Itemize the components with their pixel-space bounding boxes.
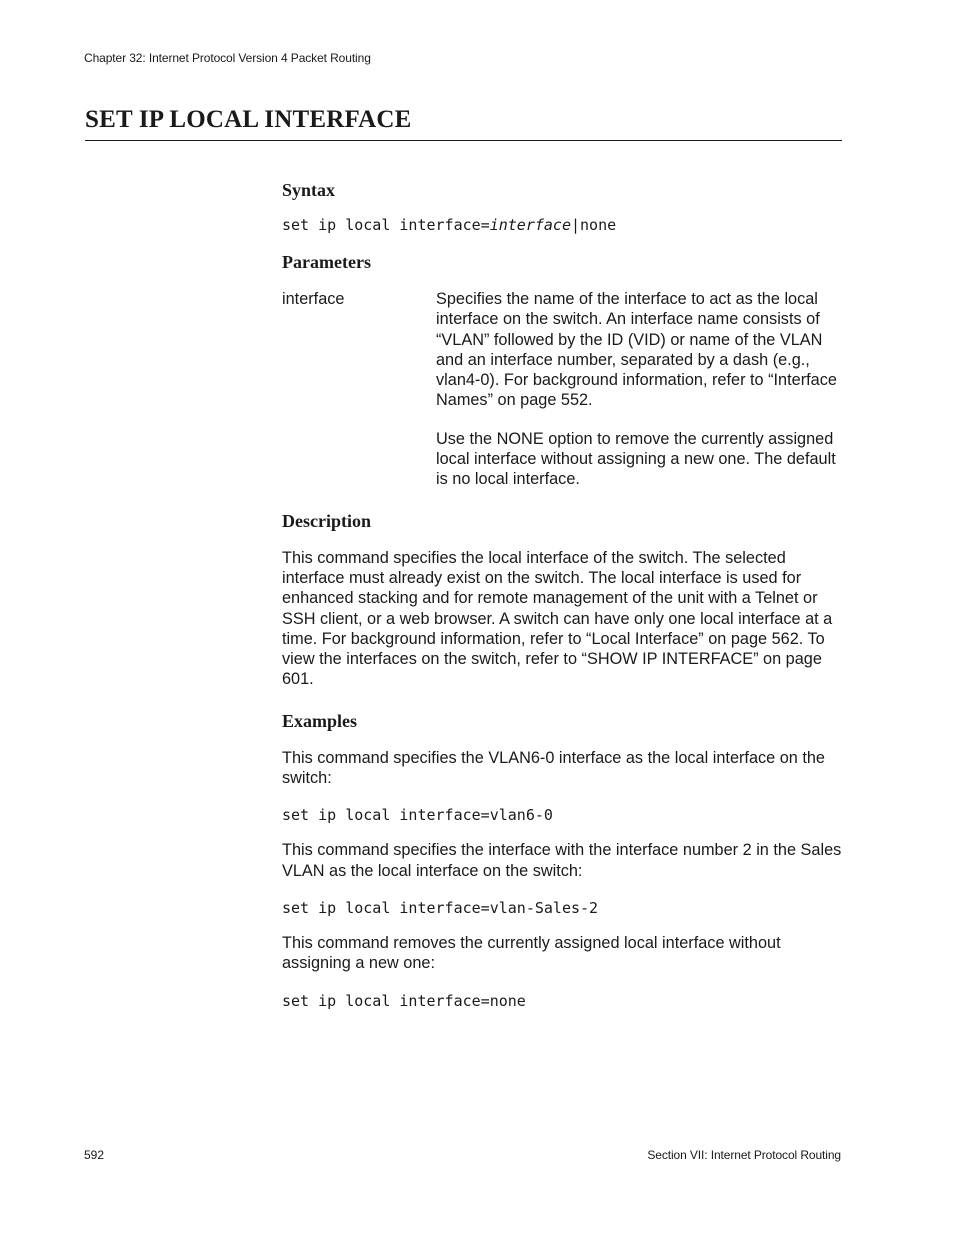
- examples-heading: Examples: [282, 710, 358, 731]
- parameter-name: interface: [282, 290, 345, 308]
- example-1-code: set ip local interface=vlan6-0: [282, 806, 553, 825]
- footer-section: Section VII: Internet Protocol Routing: [647, 1148, 841, 1162]
- syntax-command: [282, 215, 842, 235]
- content-body: [282, 178, 842, 1011]
- parameter-desc-2: Use the NONE option to remove the currently assigned local interface without assigning a new one. The default is no local interface.: [436, 429, 836, 489]
- syntax-command-prefix: set ip local interface=: [282, 216, 490, 234]
- example-3-code: set ip local interface=none: [282, 991, 526, 1010]
- syntax-heading: Syntax: [282, 180, 336, 200]
- running-header: Chapter 32: Internet Protocol Version 4 Packet Routing: [84, 51, 371, 65]
- example-2-text: This command specifies the interface with the interface number 2 in the Sales VLAN as the local interface on the switch:: [282, 841, 842, 880]
- syntax-command-suffix: |none: [571, 216, 617, 234]
- description-heading: Description: [282, 510, 371, 531]
- example-1-text: This command specifies the VLAN6-0 interface as the local interface on the switch:: [282, 748, 825, 788]
- page-title: SET IP LOCAL INTERFACE: [85, 106, 412, 133]
- page-number: 592: [84, 1148, 105, 1162]
- example-3-text: This command removes the currently assigned local interface without assigning a new one:: [282, 933, 781, 973]
- description-text: This command specifies the local interface of the switch. The selected interface must already exist on the switch. The local interface is used for enhanced stacking and for remote management of the unit with a Telnet or SSH client, or a web browser. A switch can have only one local interface at a time. For background information, refer to “Local Interface” on page 562. To view the interfaces on the switch, refer to “SHOW IP INTERFACE” on page 601.: [282, 548, 833, 689]
- title-rule: [85, 140, 842, 141]
- parameter-description: [436, 289, 842, 490]
- parameter-row: [282, 289, 842, 490]
- example-2-code: set ip local interface=vlan-Sales-2: [282, 898, 599, 917]
- parameter-desc-1: Specifies the name of the interface to act as the local interface on the switch. An interface name consists of “VLAN” followed by the ID (VID) or name of the VLAN and an interface number, separated by a dash (e.g., vlan4-0). For background information, refer to “Interface Names” on page 552.: [436, 290, 837, 410]
- parameters-heading: Parameters: [282, 252, 371, 272]
- syntax-command-param: interface: [489, 216, 571, 234]
